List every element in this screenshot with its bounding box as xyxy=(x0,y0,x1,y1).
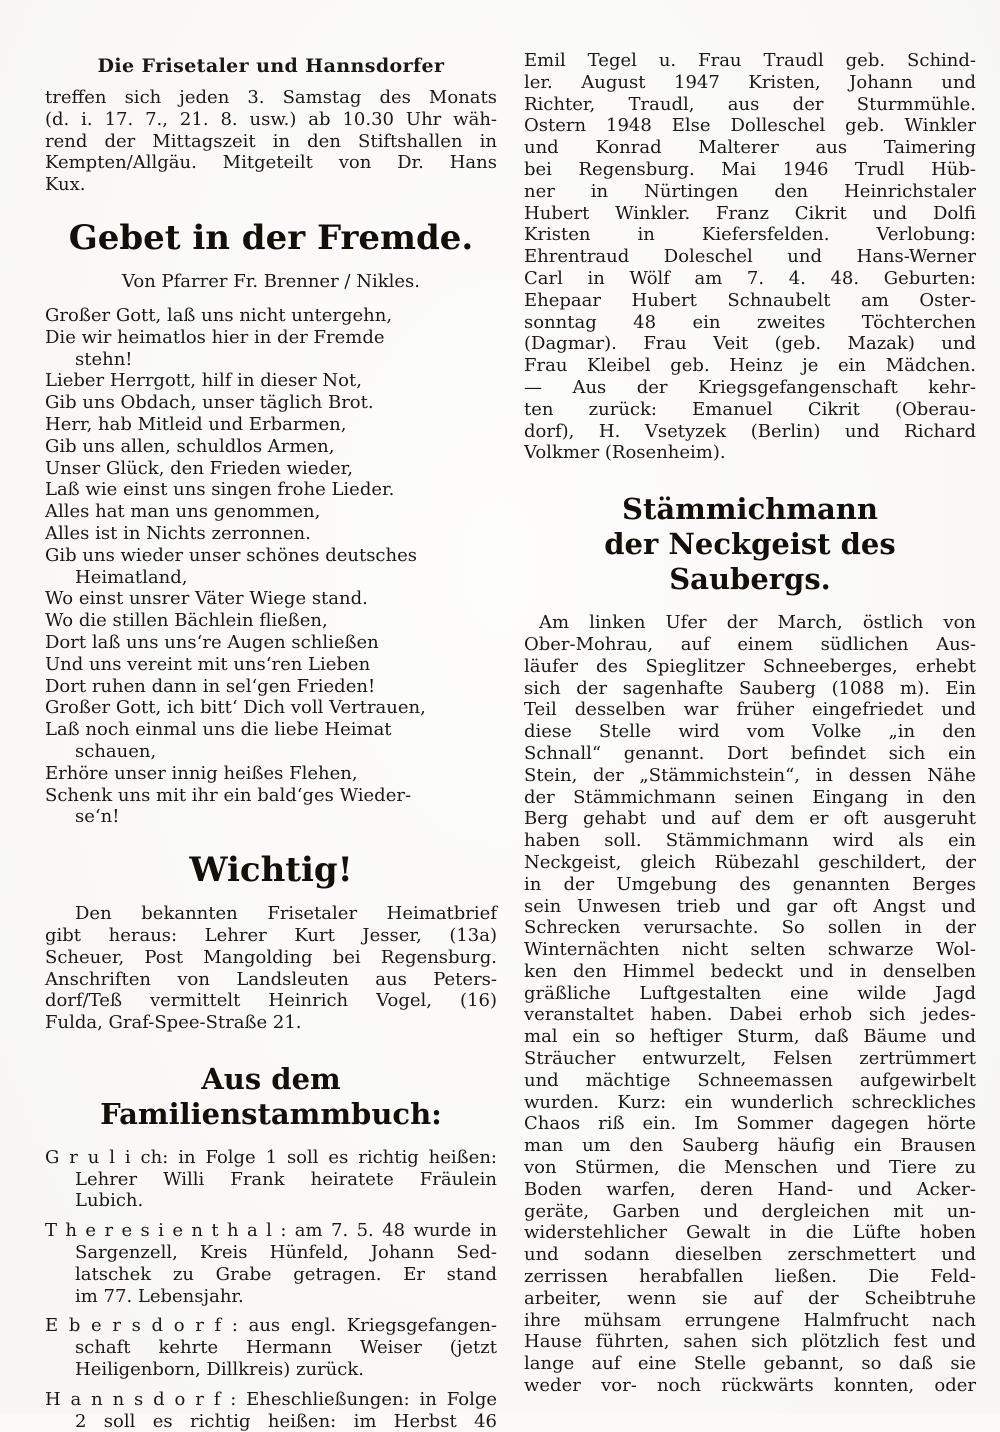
text-line: Den bekannten Frisetaler Heimatbrief xyxy=(75,903,497,925)
text-line: zerrissen herabfallen ließen. Die Feld- xyxy=(524,1266,976,1288)
byline: Von Pfarrer Fr. Brenner / Nikles. xyxy=(122,270,420,292)
paragraph xyxy=(45,903,497,1034)
text-line: in der Umgebung des genannten Berges xyxy=(524,873,976,895)
text-line: H a n n s d o r f : Eheschließungen: in Folge xyxy=(45,1388,497,1410)
text-line: Lubich. xyxy=(75,1190,144,1212)
text-line: Herr, hab Mitleid und Erbarmen, xyxy=(45,413,347,435)
text-line: mal ein so heftiger Sturm, daß Bäume und xyxy=(524,1026,976,1048)
text-line: Anschriften von Landsleuten aus Peters- xyxy=(45,968,497,990)
text-line: E b e r s d o r f : aus engl. Kriegsgefangen- xyxy=(45,1315,497,1337)
text-line: Ostern 1948 Else Dolleschel geb. Winkler xyxy=(524,115,976,137)
text-line: Alles hat man uns genommen, xyxy=(45,501,321,523)
text-line: gibt heraus: Lehrer Kurt Jesser, (13a) xyxy=(45,924,497,946)
text-line: Dort ruhen dann in sel‘gen Frieden! xyxy=(45,675,376,697)
poem xyxy=(45,305,497,828)
text-line: Am linken Ufer der March, östlich von xyxy=(539,612,976,634)
text-line: Schnall“ genannt. Dort befindet sich ein xyxy=(524,742,976,764)
text-line: geräte, Garben und dergleichen mit un- xyxy=(524,1200,976,1222)
text-line: Ehepaar Hubert Schnaubelt am Oster- xyxy=(524,289,976,311)
text-line: Fulda, Graf-Spee-Straße 21. xyxy=(45,1012,302,1034)
text-line: man um den Sauberg häufig ein Brausen xyxy=(524,1135,976,1157)
text-line: Laß noch einmal uns die liebe Heimat xyxy=(45,719,392,741)
text-line: schauen, xyxy=(75,740,157,762)
text-line: ken den Himmel bedeckt und in denselben xyxy=(524,960,976,982)
text-line: ten zurück: Emanuel Cikrit (Oberau- xyxy=(524,398,976,420)
text-line: Schrecken verursachte. So sollen in der xyxy=(524,917,976,939)
section-heading xyxy=(45,54,497,78)
text-line: ner in Nürtingen den Heinrichstaler xyxy=(524,180,976,202)
text-line: 2 soll es richtig heißen: im Herbst 46 xyxy=(75,1410,497,1432)
text-line: Chaos riß ein. Im Sommer dagegen hörte xyxy=(524,1113,976,1135)
text-line: (Dagmar). Frau Veit (geb. Mazak) und xyxy=(524,333,976,355)
heading-line: Stämmichmann xyxy=(622,492,878,527)
text-line: Berg gehabt und auf dem er oft ausgeruht xyxy=(524,808,976,830)
text-line: im 77. Lebensjahr. xyxy=(75,1285,244,1307)
text-line: Ehrentraud Doleschel und Hans-Werner xyxy=(524,246,976,268)
text-line: Unser Glück, den Frieden wieder, xyxy=(45,457,353,479)
text-line: Carl in Wölf am 7. 4. 48. Geburten: xyxy=(524,267,976,289)
text-line: Ober-Mohrau, auf einem südlichen Aus- xyxy=(524,633,976,655)
text-line: rend der Mittagszeit in den Stiftshallen in xyxy=(45,130,497,152)
text-line: der Stämmichmann seinen Eingang in den xyxy=(524,786,976,808)
text-line: Lieber Herrgott, hilf in dieser Not, xyxy=(45,370,362,392)
heading-line: Wichtig! xyxy=(189,850,353,891)
text-line: ler. August 1947 Kristen, Johann und xyxy=(524,71,976,93)
text-line: Erhöre unser innig heißes Flehen, xyxy=(45,762,358,784)
text-line: Laß wie einst uns singen frohe Lieder. xyxy=(45,479,395,501)
text-line: Gib uns allen, schuldlos Armen, xyxy=(45,435,335,457)
text-line: — Aus der Kriegsgefangenschaft kehr- xyxy=(524,376,976,398)
section-heading xyxy=(45,1062,497,1132)
text-line: arbeiter, wenn sie auf der Scheibtruhe xyxy=(524,1287,976,1309)
text-line: Stein, der „Stämmichstein“, in dessen Nähe xyxy=(524,764,976,786)
text-line: sein Unwesen trieb und gar oft Angst und xyxy=(524,895,976,917)
text-line: Volkmer (Rosenheim). xyxy=(524,442,726,464)
text-line: Frau Kleibel geb. Heinz je ein Mädchen. xyxy=(524,355,976,377)
text-line: Schenk uns mit ihr ein bald‘ges Wieder- xyxy=(45,784,412,806)
heading-line: Die Frisetaler und Hannsdorfer xyxy=(97,55,445,77)
text-line: Heimatland, xyxy=(75,566,188,588)
text-line: se‘n! xyxy=(75,806,120,828)
text-line: und mächtige Schneemassen aufgewirbelt xyxy=(524,1069,976,1091)
text-line: läufer des Spieglitzer Schneeberges, erhebt xyxy=(524,655,976,677)
text-line: Dort laß uns uns‘re Augen schließen xyxy=(45,631,379,653)
text-line: sonntag 48 ein zweites Töchterchen xyxy=(524,311,976,333)
text-line: T h e r e s i e n t h a l : am 7. 5. 48 wurde in xyxy=(45,1220,497,1242)
text-line: dorf/Teß vermittelt Heinrich Vogel, (16) xyxy=(45,990,497,1012)
text-line: von Stürmen, die Menschen und Tiere zu xyxy=(524,1157,976,1179)
text-line: Großer Gott, ich bitt‘ Dich voll Vertrauen, xyxy=(45,697,426,719)
text-line: G r u l i ch: in Folge 1 soll es richtig heißen: xyxy=(45,1146,497,1168)
text-line: bei Regensburg. Mai 1946 Trudl Hüb- xyxy=(524,158,976,180)
text-line: haben soll. Stämmichmann wird als ein xyxy=(524,830,976,852)
paragraph xyxy=(524,50,976,464)
text-line: Scheuer, Post Mangolding bei Regensburg. xyxy=(45,946,497,968)
text-line: Sargenzell, Kreis Hünfeld, Johann Sed- xyxy=(75,1242,497,1264)
text-line: Boden warfen, deren Hand- und Acker- xyxy=(524,1178,976,1200)
text-line: Gib uns wieder unser schönes deutsches xyxy=(45,544,417,566)
text-line: Heiligenborn, Dillkreis) zurück. xyxy=(75,1359,364,1381)
right-column xyxy=(524,50,976,1413)
text-line: Wo einst unsrer Väter Wiege stand. xyxy=(45,588,368,610)
paragraph xyxy=(45,1315,497,1380)
text-line: sich der sagenhafte Sauberg (1088 m). Ein xyxy=(524,677,976,699)
text-line: Kux. xyxy=(45,174,86,196)
section-heading xyxy=(45,850,497,890)
text-line: Kempten/Allgäu. Mitgeteilt von Dr. Hans xyxy=(45,152,497,174)
text-line: Richter, Traudl, aus der Sturmmühle. xyxy=(524,93,976,115)
text-line: veranstaltet haben. Dabei erhob sich jedes- xyxy=(524,1004,976,1026)
paragraph xyxy=(45,1389,497,1432)
text-line: stehn! xyxy=(75,348,133,370)
text-line: Lehrer Willi Frank heiratete Fräulein xyxy=(75,1168,497,1190)
text-line: weder vor- noch rückwärts konnten, oder xyxy=(524,1375,976,1397)
text-line: Alles ist in Nichts zerronnen. xyxy=(45,522,311,544)
paragraph xyxy=(45,87,497,196)
text-line: Winternächten nicht selten schwarze Wol- xyxy=(524,939,976,961)
text-line: wurden. Kurz: ein wunderlich schreckliches xyxy=(524,1091,976,1113)
text-line: diese Stelle wird vom Volke „in den xyxy=(524,721,976,743)
heading-line: Gebet in der Fremde. xyxy=(68,217,474,258)
text-line: (d. i. 17. 7., 21. 8. usw.) ab 10.30 Uhr wäh- xyxy=(45,108,497,130)
text-line: Wo die stillen Bächlein fließen, xyxy=(45,610,328,632)
text-line: Hubert Winkler. Franz Cikrit und Dolfi xyxy=(524,202,976,224)
text-line: Kristen in Kiefersfelden. Verlobung: xyxy=(524,224,976,246)
paragraph xyxy=(524,612,976,1397)
text-line: Teil desselben war früher eingefriedet und xyxy=(524,699,976,721)
heading-line: Aus dem Familienstammbuch: xyxy=(100,1061,442,1131)
text-line: und sodann dieselben zerschmettert und xyxy=(524,1244,976,1266)
text-line: treffen sich jeden 3. Samstag des Monats xyxy=(45,87,497,108)
text-line: widerstehlicher Gewalt in die Lüfte hoben xyxy=(524,1222,976,1244)
text-line: latschek zu Grabe getragen. Er stand xyxy=(75,1263,497,1285)
paragraph xyxy=(45,1220,497,1307)
text-line: Neckgeist, gleich Rübezahl geschildert, der xyxy=(524,851,976,873)
text-line: Und uns vereint mit uns‘ren Lieben xyxy=(45,653,371,675)
section-heading xyxy=(45,218,497,258)
text-line: Großer Gott, laß uns nicht untergehn, xyxy=(45,304,393,326)
text-line: dorf), H. Vsetyzek (Berlin) und Richard xyxy=(524,420,976,442)
section-heading xyxy=(524,492,976,597)
text-line: Hause führten, sahen sich plötzlich fest und xyxy=(524,1331,976,1353)
left-column xyxy=(45,50,497,1432)
text-line: Sträucher entwurzelt, Felsen zertrümmert xyxy=(524,1048,976,1070)
text-line: lange auf eine Stelle gebannt, so daß sie xyxy=(524,1353,976,1375)
text-line: Emil Tegel u. Frau Traudl geb. Schind- xyxy=(524,50,976,71)
text-line: und Konrad Malterer aus Taimering xyxy=(524,137,976,159)
text-line: Die wir heimatlos hier in der Fremde xyxy=(45,326,385,348)
paragraph xyxy=(45,1147,497,1212)
text-line: ihre mühsam errungene Halmfrucht nach xyxy=(524,1309,976,1331)
text-line: gräßliche Luftgestalten eine wilde Jagd xyxy=(524,982,976,1004)
text-line: Gib uns Obdach, unser täglich Brot. xyxy=(45,392,374,414)
heading-line: der Neckgeist des Saubergs. xyxy=(604,527,896,597)
text-line: schaft kehrte Hermann Weiser (jetzt xyxy=(75,1337,497,1359)
